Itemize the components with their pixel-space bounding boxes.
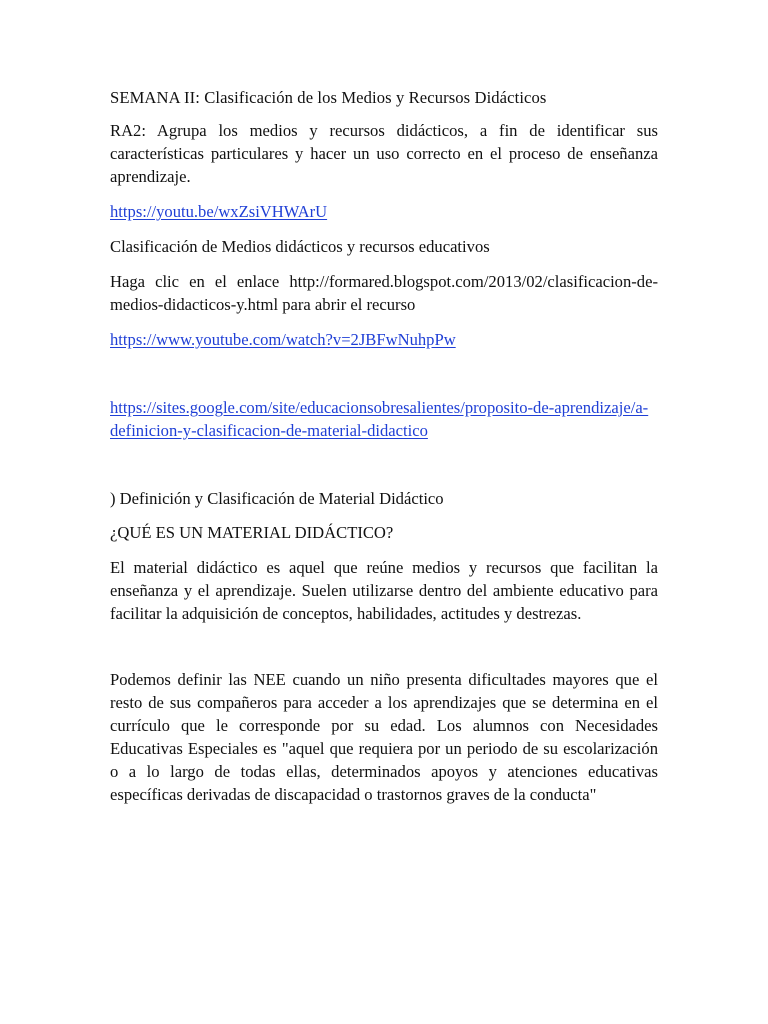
question-heading: ¿QUÉ ES UN MATERIAL DIDÁCTICO? bbox=[110, 523, 394, 542]
nee-paragraph: Podemos definir las NEE cuando un niño presenta dificultades mayores que el resto de sus compañeros para acceder a los aprendizajes que se determina en el currículo que le corresponde por su edad. Los alumnos con Necesidades Educativas Especiales es "aquel que requiera por un periodo de su escolarización o a lo largo de todas ellas, determinados apoyos y atenciones educativas específicas derivadas de discapacidad o trastornos graves de la conducta" bbox=[110, 670, 658, 804]
youtube-link[interactable]: https://www.youtube.com/watch?v=2JBFwNuhpPw bbox=[110, 330, 456, 349]
week-title: SEMANA II: Clasificación de los Medios y Recursos Didácticos bbox=[110, 88, 547, 107]
sites-google-link[interactable]: https://sites.google.com/site/educacionsobresalientes/proposito-de-aprendizaje/a-definicion-y-clasificacion-de-material-didactico bbox=[110, 398, 649, 440]
classification-title: Clasificación de Medios didácticos y recursos educativos bbox=[110, 237, 490, 256]
ra2-paragraph: RA2: Agrupa los medios y recursos didácticos, a fin de identificar sus características particulares y hacer un uso correcto en el proceso de enseñanza aprendizaje. bbox=[110, 121, 658, 186]
document-body bbox=[110, 86, 658, 806]
definition-heading: ) Definición y Clasificación de Material Didáctico bbox=[110, 489, 444, 508]
haga-clic-paragraph: Haga clic en el enlace http://formared.blogspot.com/2013/02/clasificacion-de-medios-didacticos-y.html para abrir el recurso bbox=[110, 272, 658, 314]
youtu-link[interactable]: https://youtu.be/wxZsiVHWArU bbox=[110, 202, 328, 221]
material-paragraph: El material didáctico es aquel que reúne medios y recursos que facilitan la enseñanza y el aprendizaje. Suelen utilizarse dentro del ambiente educativo para facilitar la adquisición de conceptos, habilidades, actitudes y destrezas. bbox=[110, 558, 658, 623]
